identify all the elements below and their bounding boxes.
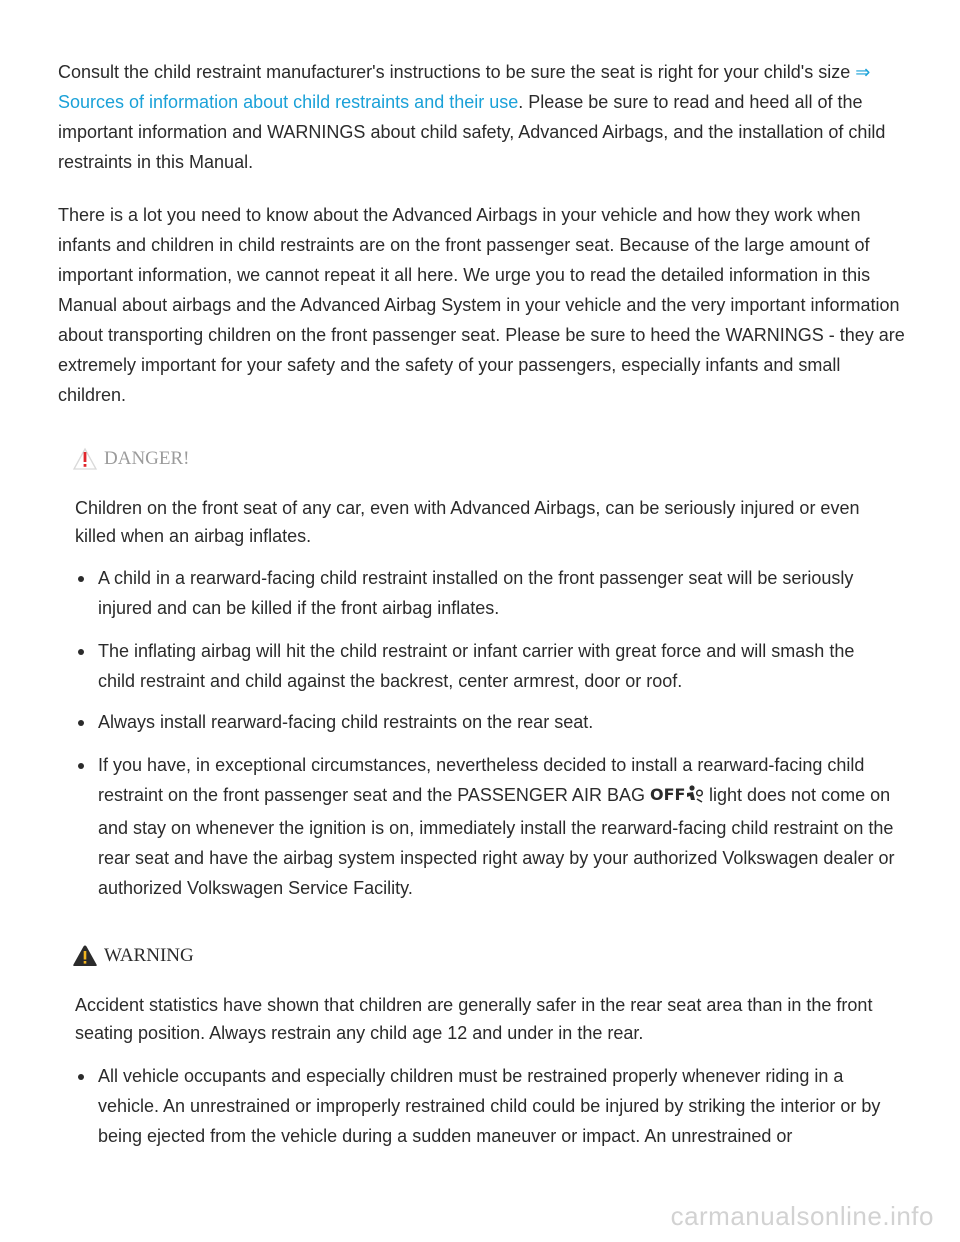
intro-text-1b: . Please be sure to read and heed all of the important information and WARNINGS about child safety, Advanced Airbags, and the installation of child restraints in this Manual. xyxy=(58,92,886,172)
warning-heading xyxy=(72,941,194,971)
danger-triangle-icon xyxy=(72,447,98,471)
bullet-4-text-a: If you have, in exceptional circumstances, nevertheless decided to install a rearward-facing child restraint on the front passenger seat and the PASSENGER AIR BAG xyxy=(98,755,865,805)
danger-bullet-list xyxy=(75,563,895,903)
danger-heading xyxy=(72,444,190,474)
danger-text: Children on the front seat of any car, even with Advanced Airbags, can be seriously injured or even killed when an airbag inflates. xyxy=(75,498,860,546)
list-item: Always install rearward-facing child restraints on the rear seat. xyxy=(75,707,895,737)
bullet-4-text-b: light does not come on and stay on whenever the ignition is on, immediately install the rearward-facing child restraint on the rear seat and have the airbag system inspected right away by your authorized Volkswagen dealer or authorized Volkswagen Service Facility. xyxy=(98,785,895,898)
list-item: A child in a rearward-facing child restraint installed on the front passenger seat will be seriously injured and can be killed if the front airbag inflates. xyxy=(75,563,895,623)
warning-title: WARNING xyxy=(104,945,194,966)
airbag-off-icon-label: OFF xyxy=(649,785,686,804)
list-item: The inflating airbag will hit the child restraint or infant carrier with great force and will smash the child restraint and child against the backrest, center armrest, door or roof. xyxy=(75,636,895,696)
intro-paragraph-2: There is a lot you need to know about the Advanced Airbags in your vehicle and how they work when infants and children in child restraints are on the front passenger seat. Because of the large amount of important information, we cannot repeat it all here. We urge you to read the detailed information in this Manual about airbags and the Advanced Airbag System in your vehicle and the very important information about transporting children on the front passenger seat. Please be sure to heed the WARNINGS - they are extremely important for your safety and the safety of your passengers, especially infants and small children. xyxy=(58,205,905,405)
airbag-off-icon xyxy=(650,783,704,813)
sources-link[interactable]: ⇒ Sources of information about child restraints and their use xyxy=(58,62,871,112)
watermark: carmanualsonline.info xyxy=(670,1201,934,1231)
intro-text-1: Consult the child restraint manufacturer's instructions to be sure the seat is right for your child's size xyxy=(58,62,851,82)
intro-paragraph-1 xyxy=(58,57,908,177)
warning-triangle-icon xyxy=(72,944,98,968)
warning-bullet-list xyxy=(75,1061,895,1151)
danger-title: DANGER! xyxy=(104,448,190,469)
warning-text: Accident statistics have shown that children are generally safer in the rear seat area than in the front seating position. Always restrain any child age 12 and under in the rear. xyxy=(75,995,873,1043)
list-item xyxy=(75,750,895,903)
list-item: All vehicle occupants and especially children must be restrained properly whenever riding in a vehicle. An unrestrained or improperly restrained child could be injured by striking the interior or by being ejected from the vehicle during a sudden maneuver or impact. An unrestrained or xyxy=(75,1061,895,1151)
